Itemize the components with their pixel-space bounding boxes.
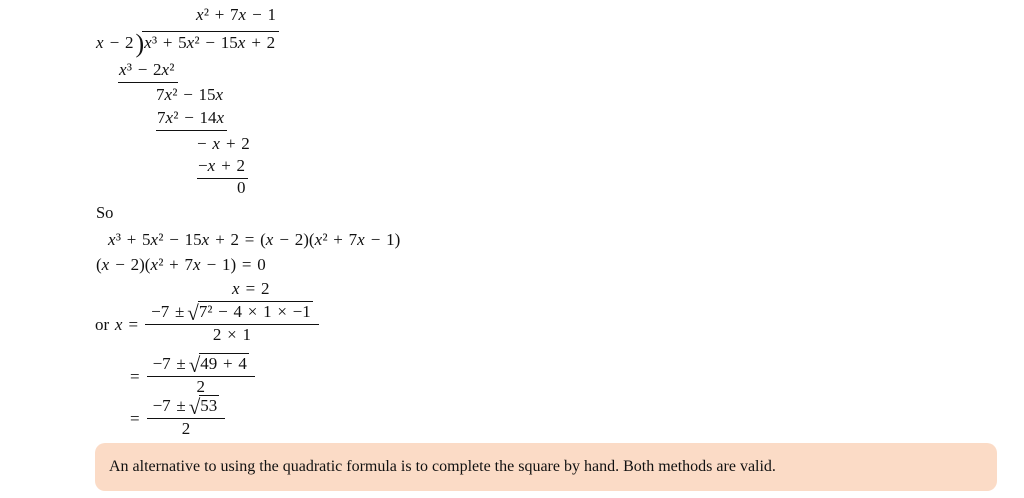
radicand: 49 + 4: [200, 354, 247, 373]
division-step: 7x² − 14x: [156, 108, 227, 131]
note-text: An alternative to using the quadratic formula is to complete the square by hand. Both methods are valid.: [109, 458, 776, 475]
equation-line: (x − 2)(x² + 7x − 1) = 0: [96, 255, 266, 274]
numerator-text: −7 ±: [151, 302, 185, 321]
fraction-denominator: 2 × 1: [212, 325, 251, 344]
fraction: [145, 301, 319, 344]
step-prefix: or x =: [95, 314, 139, 334]
division-step: − x + 2: [197, 134, 250, 153]
equation-line: x³ + 5x² − 15x + 2 = (x − 2)(x² + 7x − 1): [108, 230, 401, 249]
division-step: 7x² − 15x: [156, 85, 224, 104]
fraction: [147, 395, 226, 438]
division-dividend: x³ + 5x² − 15x + 2: [142, 31, 279, 53]
fraction-numerator: [147, 395, 226, 419]
equation-line: x = 2: [232, 279, 270, 298]
quadratic-step-row: [130, 395, 225, 438]
note-box: [95, 443, 997, 491]
division-divisor: x − 2: [96, 33, 134, 52]
fraction-denominator: 2: [181, 419, 191, 438]
step-prefix: =: [130, 408, 140, 428]
radicand: 7² − 4 × 1 × −1: [198, 302, 311, 321]
radicand: 53: [200, 396, 218, 415]
fraction-numerator: [145, 301, 319, 325]
so-label: So: [96, 203, 114, 222]
square-root-icon: √: [188, 394, 201, 419]
fraction-numerator: [147, 353, 255, 377]
square-root-icon: √: [188, 352, 201, 377]
fraction: [147, 353, 255, 396]
numerator-text: −7 ±: [152, 396, 186, 415]
division-row: [96, 28, 279, 58]
numerator-text: −7 ±: [152, 354, 186, 373]
division-step: −x + 2: [197, 156, 248, 179]
division-quotient: x² + 7x − 1: [196, 5, 276, 24]
fraction-denominator: 2: [196, 377, 205, 396]
long-division-bracket-icon: ): [135, 28, 145, 58]
step-prefix: =: [130, 366, 140, 386]
quadratic-step-row: [130, 353, 255, 396]
square-root-icon: √: [187, 300, 199, 325]
division-remainder: 0: [237, 178, 246, 197]
quadratic-step-row: [95, 301, 319, 344]
division-step: x³ − 2x²: [118, 60, 178, 83]
